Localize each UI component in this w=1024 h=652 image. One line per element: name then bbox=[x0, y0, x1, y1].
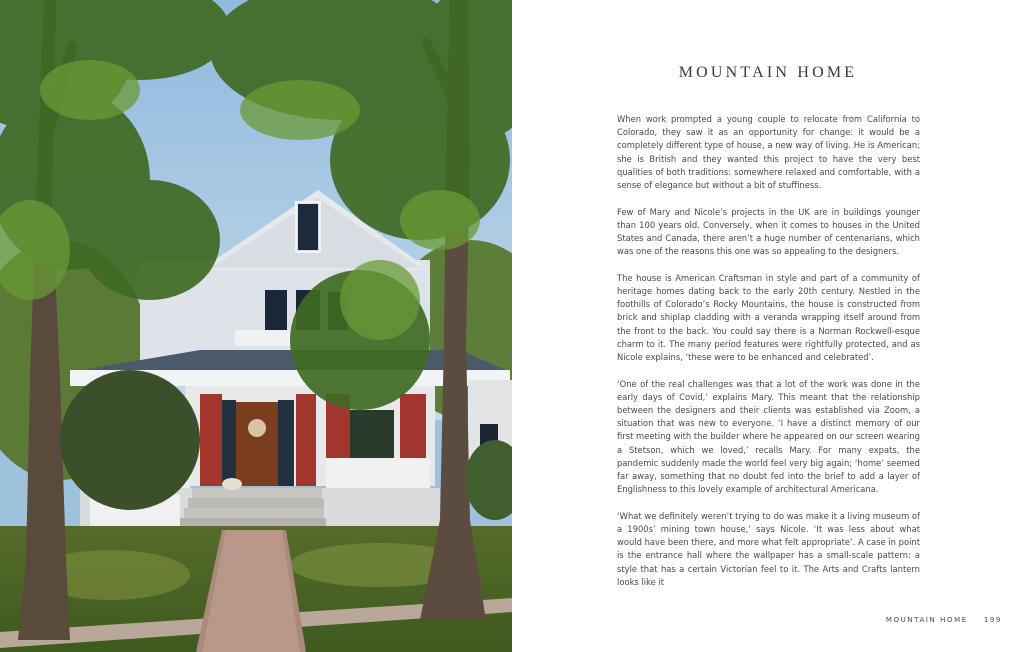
paragraph: ‘One of the real challenges was that a lot of the work was done in the early days of Covid,’ explains Mary. This meant that the relationship between the designers and their clients was established via Zoom, a situation that was new to everyone. ‘I have a distinct memory of our first meeting with the builder where he appeared on our screen wearing a Stetson, which we loved,’ recalls Mary. For many expats, the pandemic suddenly made the world feel very big again; ‘home’ seemed far away, something that no doubt fed into the brief to add a layer of Englishness to this lovely example of architectural Americana. bbox=[617, 378, 920, 495]
paragraph: ‘What we definitely weren’t trying to do was make it a living museum of a 1900s’ mining town house,’ says Nicole. ‘It was less about what would have been there, and more what felt appropriate’. A case in point is the entrance hall where the wallpaper has a small-scale pattern: a style that has a certain Victorian feel to it. The Arts and Crafts lantern looks like it bbox=[617, 510, 921, 587]
page-number: 199 bbox=[983, 616, 1002, 624]
paragraph: Few of Mary and Nicole’s projects in the UK are in buildings younger than 100 years old. Conversely, when it comes to houses in the United States and Canada, there aren’t a huge number of centenarians, which was one of the reasons this one was so appealing to the designers. bbox=[617, 206, 920, 257]
text-page bbox=[512, 0, 1024, 652]
paragraph: When work prompted a young couple to relocate from California to Colorado, they saw it as an opportunity for change: it would be a completely different type of house, a new way of living. He is American; she is British and they wanted this project to have the very best qualities of both traditions: somewhere relaxed and comfortable, with a sense of elegance but without a bit of stuffiness. bbox=[617, 114, 920, 191]
paragraph: The house is American Craftsman in style and part of a community of heritage homes dating back to the early 20th century. Nestled in the foothills of Colorado’s Rocky Mountains, the house is constructed from brick and shiplap cladding with a veranda wrapping itself around from the front to the back. You could say there is a Norman Rockwell-esque charm to it. The many period features were rightfully protected, and as Nicole explains, ‘these were to be enhanced and celebrated’. bbox=[617, 272, 920, 363]
article-body bbox=[617, 113, 920, 602]
chapter-title: MOUNTAIN HOME bbox=[678, 64, 858, 81]
page-footer bbox=[886, 616, 1002, 624]
running-head: MOUNTAIN HOME bbox=[885, 616, 968, 624]
